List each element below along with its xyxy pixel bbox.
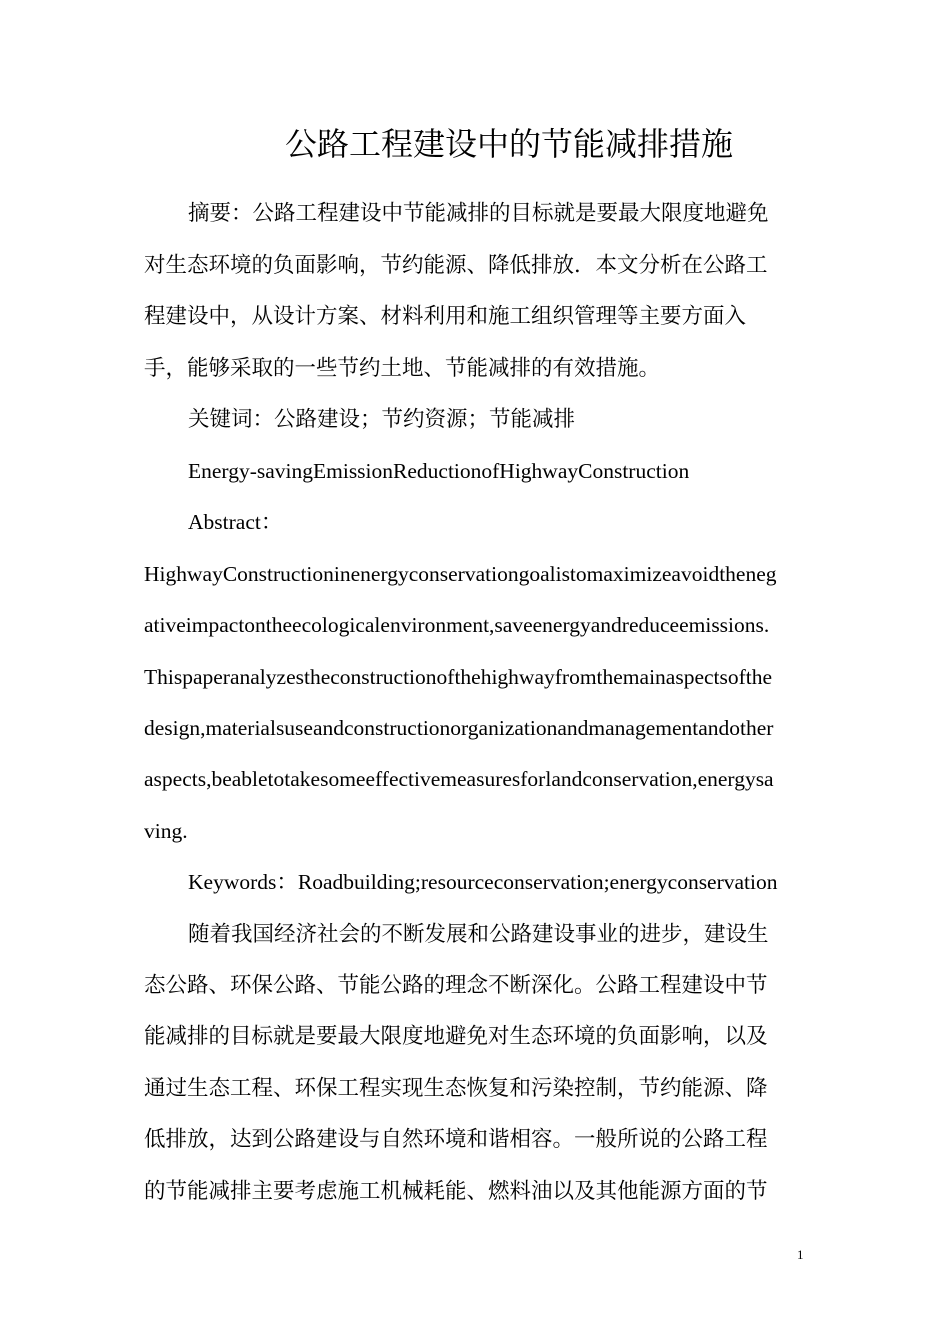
body-line: 通过生态工程、环保工程实现生态恢复和污染控制，节约能源、降 bbox=[144, 1076, 768, 1101]
keywords-cn: 关键词：公路建设；节约资源；节能减排 bbox=[188, 407, 576, 432]
document-title: 公路工程建设中的节能减排措施 bbox=[284, 125, 733, 163]
body-line: 态公路、环保公路、节能公路的理念不断深化。公路工程建设中节 bbox=[144, 973, 768, 998]
abstract-en-line: design,materialsuseandconstructionorganizationandmanagementandother bbox=[144, 716, 774, 740]
abstract-en-line: Thispaperanalyzestheconstructionofthehighwayfromthemainaspectsofthe bbox=[144, 665, 773, 689]
abstract-cn-line: 对生态环境的负面影响，节约能源、降低排放．本文分析在公路工 bbox=[144, 253, 768, 278]
abstract-en-line: aspects,beabletotakesomeeffectivemeasuresforlandconservation,energysa bbox=[144, 767, 774, 791]
body-line: 随着我国经济社会的不断发展和公路建设事业的进步，建设生 bbox=[188, 922, 769, 947]
keywords-en: Keywords：Roadbuilding;resourceconservation;energyconservation bbox=[188, 870, 778, 894]
abstract-en-line: ving. bbox=[144, 819, 188, 843]
english-title: Energy-savingEmissionReductionofHighwayConstruction bbox=[188, 459, 690, 483]
body-line: 低排放，达到公路建设与自然环境和谐相容。一般所说的公路工程 bbox=[144, 1127, 768, 1152]
abstract-en-line: ativeimpactontheecologicalenvironment,saveenergyandreduceemissions. bbox=[144, 613, 770, 637]
abstract-cn-line: 摘要：公路工程建设中节能减排的目标就是要最大限度地避免 bbox=[188, 201, 769, 226]
abstract-cn-line: 程建设中，从设计方案、材料利用和施工组织管理等主要方面入 bbox=[144, 304, 747, 329]
abstract-en-label: Abstract： bbox=[188, 510, 283, 534]
page-number: 1 bbox=[797, 1247, 804, 1262]
body-line: 能减排的目标就是要最大限度地避免对生态环境的负面影响，以及 bbox=[144, 1024, 768, 1049]
body-line: 的节能减排主要考虑施工机械耗能、燃料油以及其他能源方面的节 bbox=[144, 1179, 768, 1204]
abstract-en-line: HighwayConstructioninenergyconservationgoalistomaximizeavoidtheneg bbox=[144, 562, 777, 586]
abstract-cn-line: 手，能够采取的一些节约土地、节能减排的有效措施。 bbox=[144, 356, 661, 381]
